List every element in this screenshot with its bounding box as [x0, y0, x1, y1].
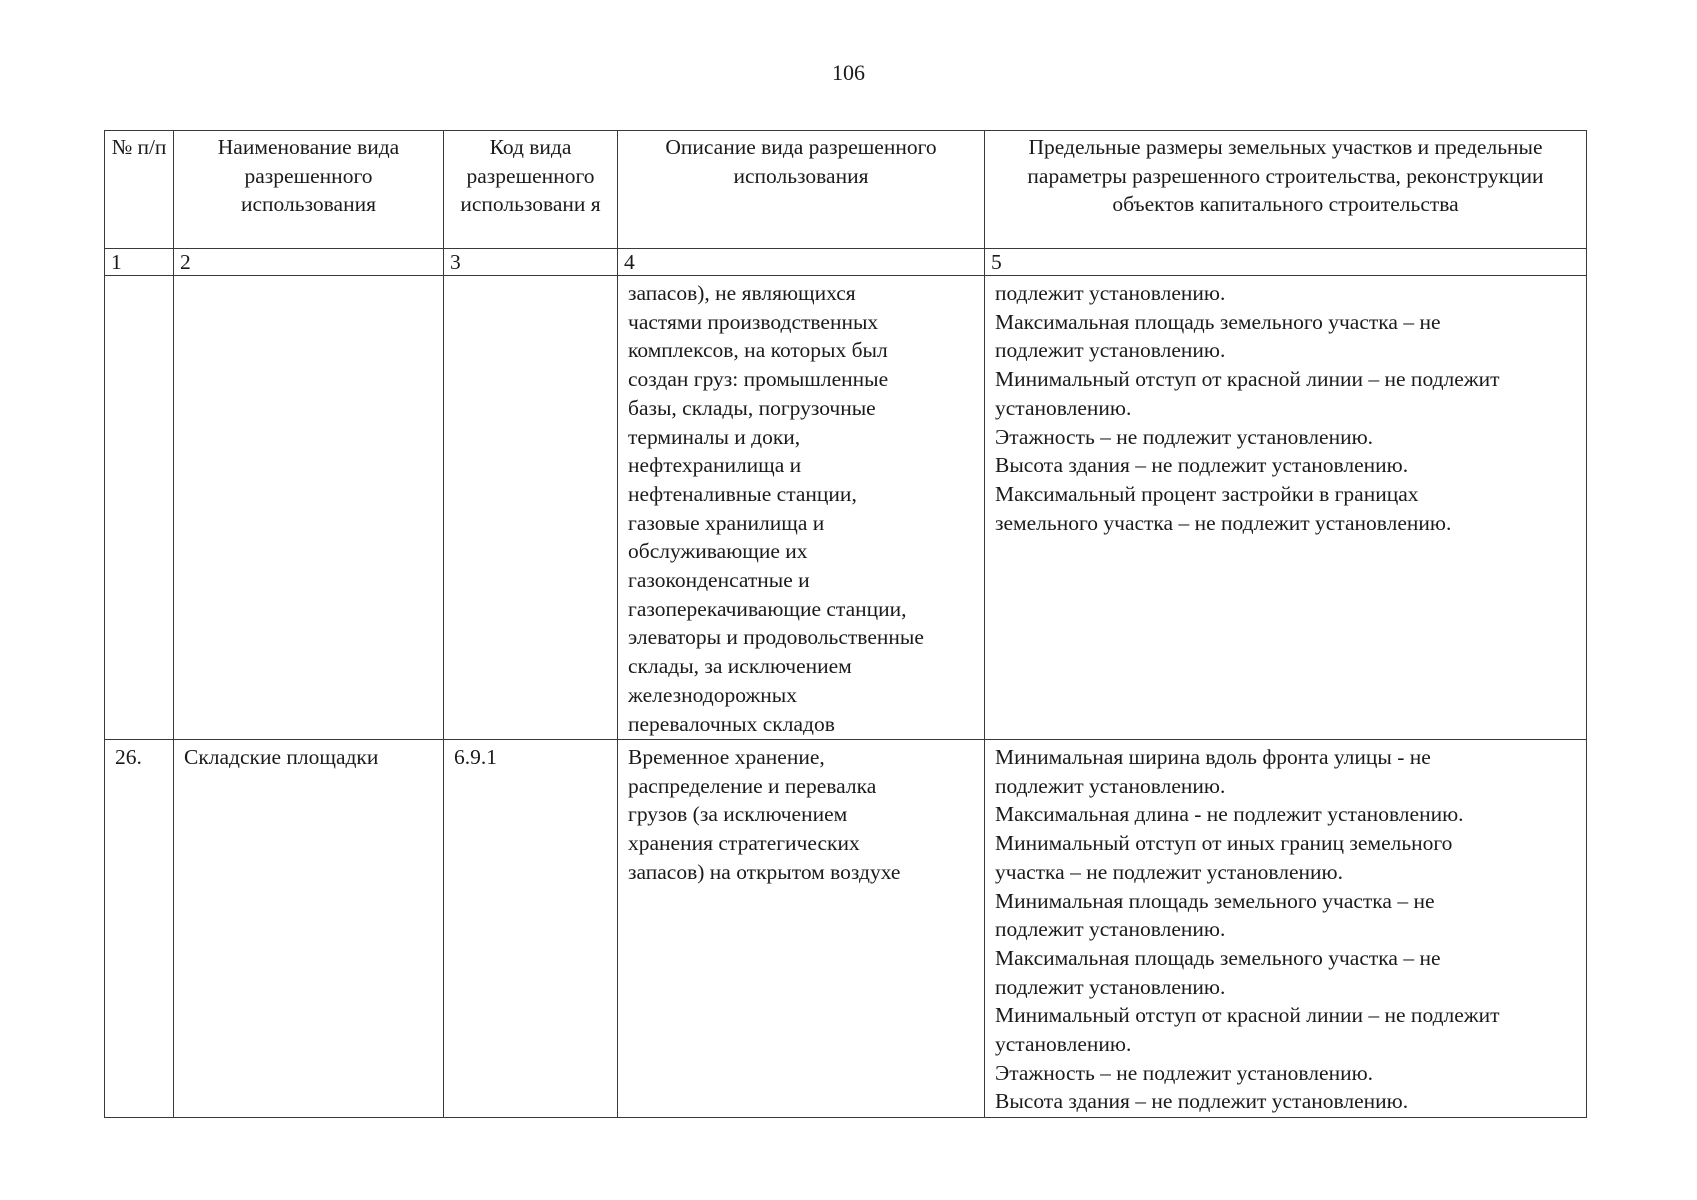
- text-line: хранения стратегических: [628, 831, 860, 856]
- text-line: склады, за исключением: [628, 654, 852, 679]
- text-line: запасов) на открытом воздухе: [628, 859, 901, 884]
- text-line: частями производственных: [628, 309, 879, 334]
- text-line: подлежит установлению.: [995, 974, 1226, 999]
- column-number: 3: [444, 249, 618, 276]
- column-number-row: [105, 249, 1587, 276]
- text-line: Этажность – не подлежит установлению.: [995, 424, 1374, 449]
- text-line: комплексов, на которых был: [628, 338, 888, 363]
- cell-parameters: [985, 276, 1587, 740]
- text-line: Минимальная ширина вдоль фронта улицы - не: [995, 745, 1431, 769]
- cell-name: [174, 276, 444, 740]
- text-line: Максимальная длина - не подлежит установлению.: [995, 802, 1464, 827]
- column-number: 4: [618, 249, 985, 276]
- cell-name: Складские площадки: [174, 740, 444, 1118]
- text-line: терминалы и доки,: [628, 424, 801, 449]
- text-line: установлению.: [995, 1032, 1132, 1057]
- text-line: обслуживающие их: [628, 539, 808, 564]
- text-line: Минимальный отступ от иных границ земельного: [995, 831, 1453, 856]
- cell-number: [105, 276, 174, 740]
- text-line: Высота здания – не подлежит установлению.: [995, 453, 1409, 478]
- text-line: Максимальная площадь земельного участка – не: [995, 309, 1441, 334]
- text-line: газовые хранилища и: [628, 510, 825, 535]
- header-name: Наименование вида разрешенного использования: [174, 131, 444, 249]
- text-line: создан груз: промышленные: [628, 367, 889, 392]
- text-line: Минимальная площадь земельного участка – не: [995, 888, 1435, 913]
- header-number: № п/п: [105, 131, 174, 249]
- text-line: запасов), не являющихся: [628, 281, 856, 305]
- cell-code: 6.9.1: [444, 740, 618, 1118]
- column-number: 5: [985, 249, 1587, 276]
- column-number: 2: [174, 249, 444, 276]
- table-row: [105, 740, 1587, 1118]
- text-line: нефтеналивные станции,: [628, 481, 857, 506]
- cell-description: [618, 276, 985, 740]
- text-line: распределение и перевалка: [628, 773, 877, 798]
- text-line: перевалочных складов: [628, 711, 835, 736]
- table-header-row: [105, 131, 1587, 249]
- text-line: Высота здания – не подлежит установлению.: [995, 1089, 1409, 1114]
- header-parameters: Предельные размеры земельных участков и предельные параметры разрешенного строительства, реконструкции объектов капитального строительства: [985, 131, 1587, 249]
- text-line: элеваторы и продовольственные: [628, 625, 924, 650]
- text-line: подлежит установлению.: [995, 773, 1226, 798]
- text-line: участка – не подлежит установлению.: [995, 859, 1343, 884]
- text-line: Максимальная площадь земельного участка – не: [995, 945, 1441, 970]
- header-code: Код вида разрешенного использовани я: [444, 131, 618, 249]
- text-line: подлежит установлению.: [995, 917, 1226, 942]
- text-line: Минимальный отступ от красной линии – не подлежит: [995, 367, 1500, 392]
- text-line: Минимальный отступ от красной линии – не подлежит: [995, 1003, 1500, 1028]
- cell-code: [444, 276, 618, 740]
- page-number: 106: [832, 60, 865, 85]
- text-line: грузов (за исключением: [628, 802, 848, 827]
- header-description: Описание вида разрешенного использования: [618, 131, 985, 249]
- text-line: газоконденсатные и: [628, 568, 810, 593]
- text-line: установлению.: [995, 395, 1132, 420]
- text-line: Максимальный процент застройки в границах: [995, 481, 1419, 506]
- text-line: базы, склады, погрузочные: [628, 395, 876, 420]
- land-use-table: [104, 130, 1587, 1118]
- text-line: подлежит установлению.: [995, 338, 1226, 363]
- table-row-continuation: [105, 276, 1587, 740]
- cell-description: [618, 740, 985, 1118]
- text-line: нефтехранилища и: [628, 453, 802, 478]
- cell-parameters: [985, 740, 1587, 1118]
- text-line: подлежит установлению.: [995, 281, 1226, 305]
- column-number: 1: [105, 249, 174, 276]
- text-line: Временное хранение,: [628, 745, 825, 769]
- text-line: газоперекачивающие станции,: [628, 596, 907, 621]
- text-line: земельного участка – не подлежит установлению.: [995, 510, 1452, 535]
- text-line: железнодорожных: [628, 682, 797, 707]
- cell-number: 26.: [105, 740, 174, 1118]
- text-line: Этажность – не подлежит установлению.: [995, 1060, 1374, 1085]
